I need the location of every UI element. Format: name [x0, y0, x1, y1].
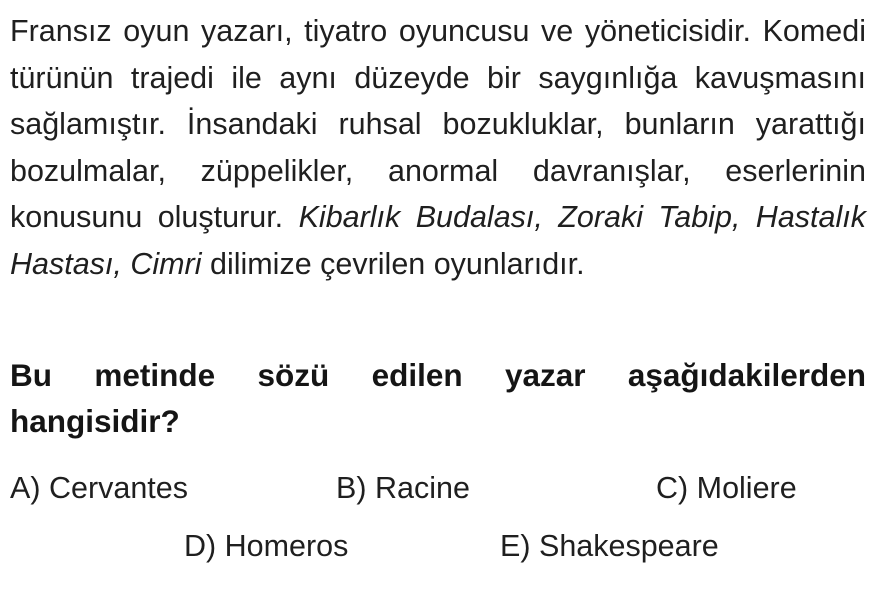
passage-text-part-2: dilimize çevrilen oyunlarıdır. — [209, 246, 585, 281]
passage-works-list: Kibarlık Budalası, Zoraki Tabip, Hastalık Hastası, Cimri — [10, 200, 866, 281]
answer-option-c[interactable]: C) Moliere — [656, 471, 797, 505]
answer-option-e[interactable]: E) Shakespeare — [500, 529, 719, 563]
passage-text-part-1: Fransız oyun yazarı, tiyatro oyuncusu ve yöneticisidir. Komedi türünün trajedi ile aynı düzeyde bir saygınlığa kavuşmasını sağlamıştır. İnsandaki ruhsal bozukluklar, bunların yarattığı bozulmalar, züppelikler, anormal davranışlar, eserlerinin konusunu oluşturur. — [10, 14, 866, 234]
question-stem: Bu metinde sözü edilen yazar aşağıdakilerden hangisidir? — [10, 357, 866, 439]
answer-option-a[interactable]: A) Cervantes — [10, 471, 188, 505]
question-passage — [10, 8, 866, 287]
answer-option-d[interactable]: D) Homeros — [184, 529, 349, 563]
answer-option-b[interactable]: B) Racine — [336, 471, 470, 505]
